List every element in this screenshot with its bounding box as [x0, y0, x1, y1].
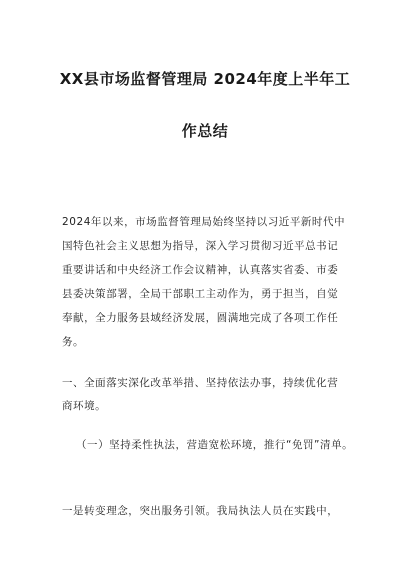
- paragraph-line: 重要讲话和中央经济工作会议精神，认真落实省委、市委: [62, 264, 339, 276]
- document-title-line-2: 作总结: [181, 122, 229, 140]
- paragraph-line: 2024年以来，市场监督管理局始终坚持以习近平新时代中: [62, 216, 346, 228]
- paragraph-line: 国特色社会主义思想为指导，深入学习贯彻习近平总书记: [62, 240, 339, 252]
- section-heading-line: 商环境。: [62, 400, 107, 412]
- paragraph-line: 奉献，全力服务县域经济发展，圆满地完成了各项工作任: [62, 312, 339, 324]
- section-heading-line: 一、全面落实深化改革举措、坚持依法办事，持续优化营: [62, 377, 339, 389]
- paragraph-line: 务。: [62, 336, 85, 348]
- document-title-line-1: XX县市场监督管理局 2024年度上半年工: [59, 70, 351, 88]
- paragraph-line: 县委决策部署，全局干部职工主动作为，勇于担当，自觉: [62, 288, 339, 300]
- subsection-heading: （一）坚持柔性执法，营造宽松环境，推行“免罚”清单。: [76, 439, 354, 451]
- paragraph-line: 一是转变理念，突出服务引领。我局执法人员在实践中，: [62, 505, 339, 517]
